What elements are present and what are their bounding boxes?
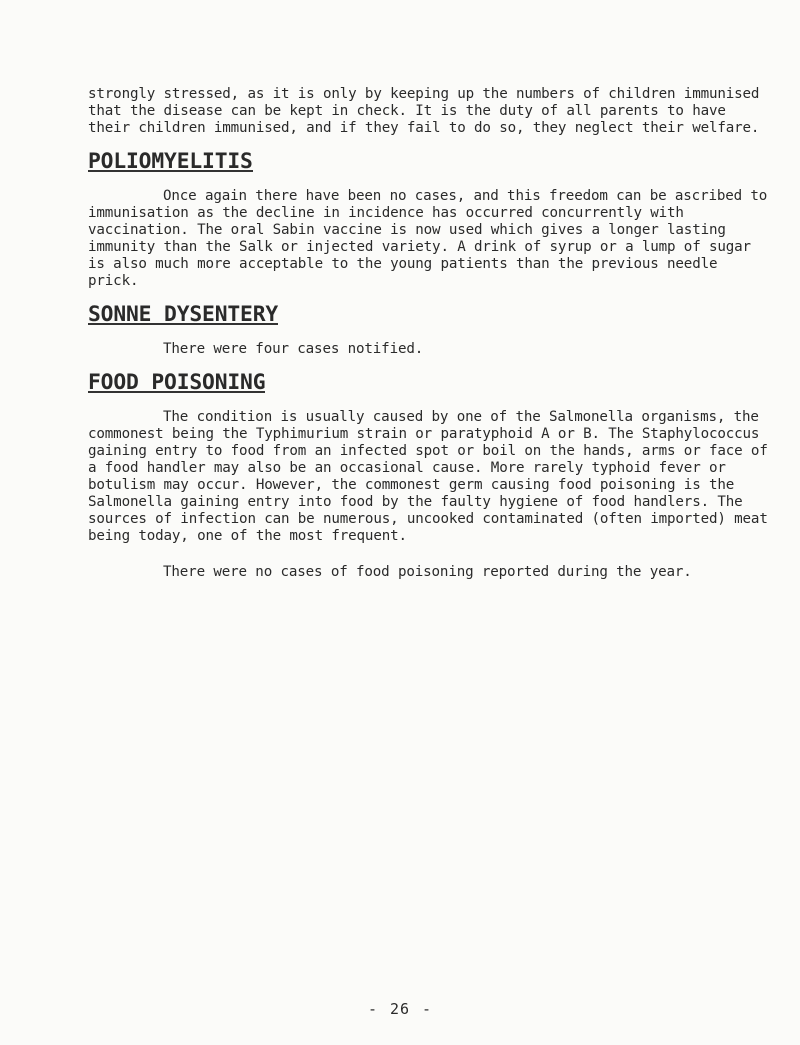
footer-dash-left: -: [367, 1000, 378, 1018]
food-poisoning-paragraph: The condition is usually caused by one of the Salmonella organisms, the commonest being the Typhimurium strain or paratyphoid A or B. The Staphylococcus gaining entry to food from an infected spot or boil on the hands, arms or face of a food handler may also be an occasional cause. More rarely typhoid fever or botulism may occur. However, the commonest germ causing food poisoning is the Salmonella gaining entry into food by the faulty hygiene of food handlers. The sources of infection can be numerous, uncooked contaminated (often imported) meat being today, one of the most frequent.: [88, 409, 768, 544]
heading-sonne-dysentery: SONNE DYSENTERY: [88, 302, 279, 327]
heading-food-poisoning: FOOD POISONING: [88, 370, 266, 395]
sonne-dysentery-paragraph: There were four cases notified.: [163, 341, 424, 357]
footer-dash-right: -: [422, 1000, 433, 1018]
intro-paragraph: strongly stressed, as it is only by keeping up the numbers of children immunised that the disease can be kept in check. It is the duty of all parents to have their children immunised, and if they fail to do so, they neglect their welfare.: [88, 86, 760, 136]
heading-poliomyelitis: POLIOMYELITIS: [88, 149, 253, 174]
document-page: [88, 86, 768, 581]
page-footer: [0, 1000, 800, 1018]
food-poisoning-summary: There were no cases of food poisoning reported during the year.: [163, 564, 692, 580]
page-number: 26: [389, 1000, 411, 1018]
poliomyelitis-paragraph: Once again there have been no cases, and this freedom can be ascribed to immunisation as the decline in incidence has occurred concurrently with vaccination. The oral Sabin vaccine is now used which gives a longer lasting immunity than the Salk or injected variety. A drink of syrup or a lump of sugar is also much more acceptable to the young patients than the previous needle prick.: [88, 188, 768, 289]
